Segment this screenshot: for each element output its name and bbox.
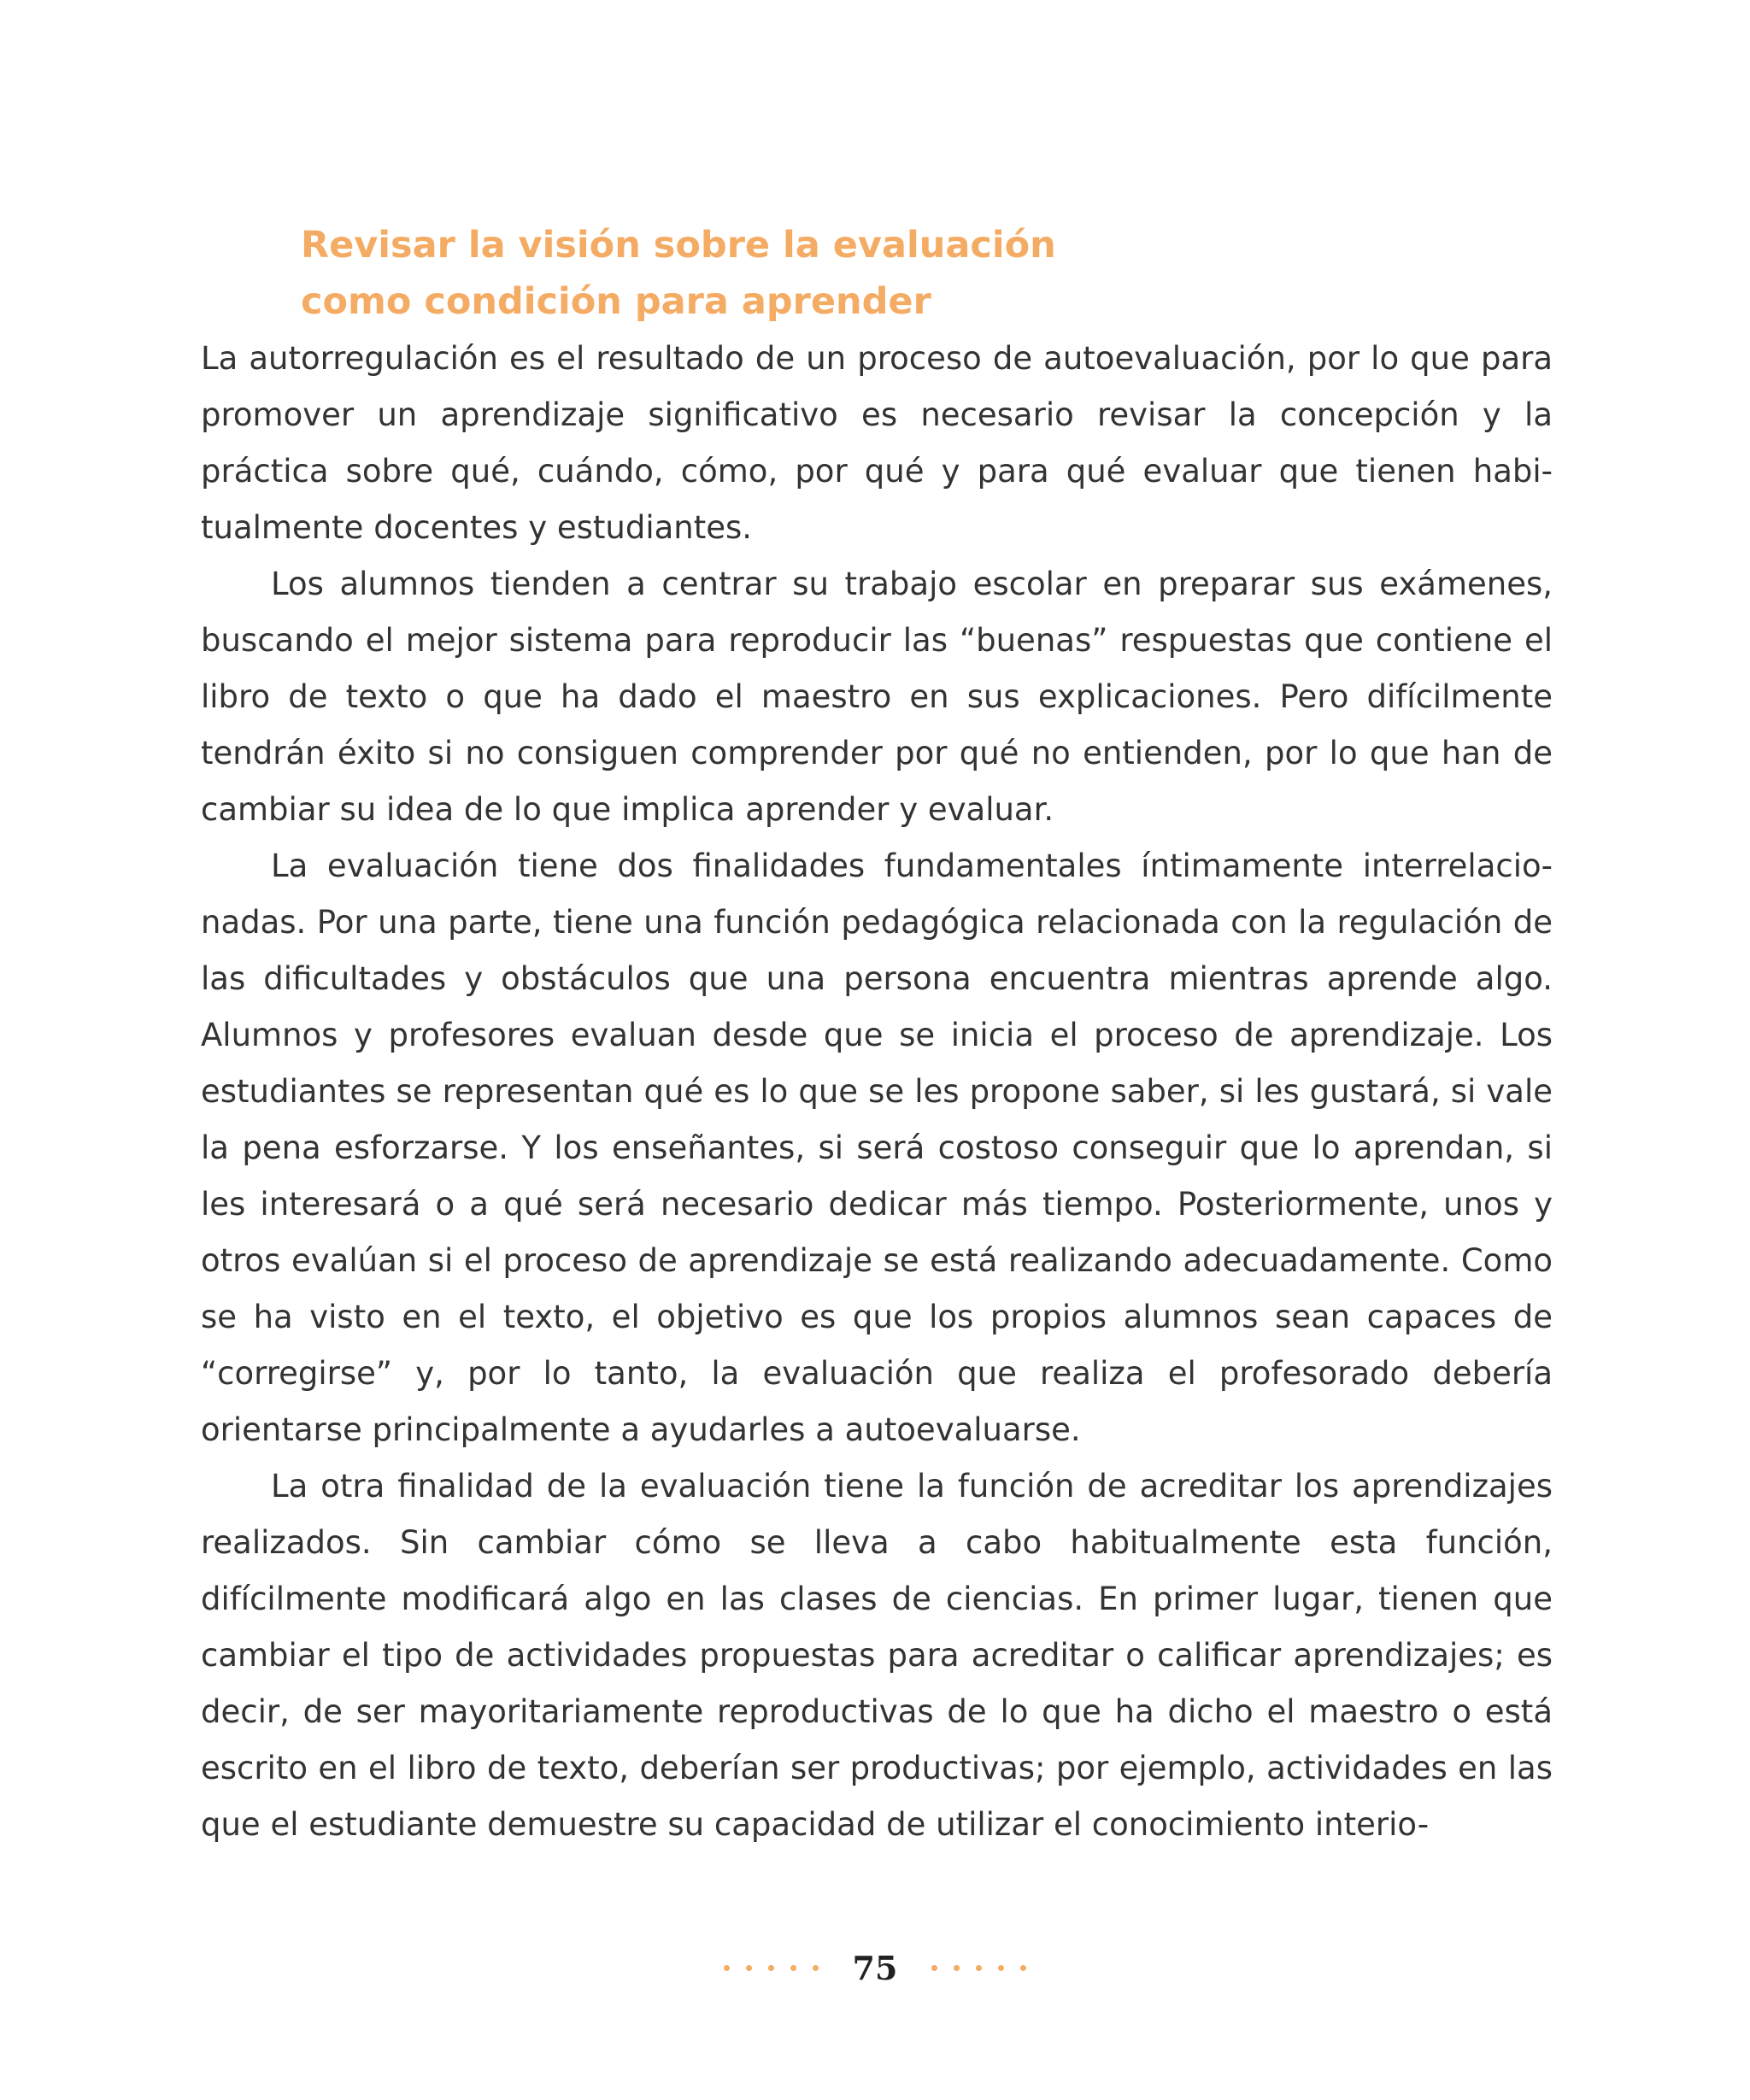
paragraph-4: La otra finalidad de la evaluación tiene la función de acreditar los aprendizajes realizados. Sin cambiar cómo se lleva a cabo habitualmente esta función, difícilmente modificará algo en las clases de ciencias. En primer lugar, tienen que cambiar el tipo de actividades propuestas para acreditar o calificar aprendizajes; es decir, de ser mayoritariamente reproductivas de lo que ha dicho el maestro o está escrito en el libro de texto, deberían ser productivas; por ejemplo, actividades en las que el estudiante demuestre su capacidad de utilizar el conocimiento interio- [201, 1468, 1553, 1843]
section-heading [301, 217, 1583, 330]
decorative-dot [746, 1965, 752, 1971]
paragraph-2: Los alumnos tienden a centrar su trabajo escolar en preparar sus exámenes, buscando el mejor sistema para reproducir las “buenas” respuestas que contiene el libro de texto o que ha dado el maestro en sus explicaciones. Pero difícilmente tendrán éxito si no consiguen comprender por qué no entienden, por lo que han de cambiar su idea de lo que implica aprender y evaluar. [201, 566, 1553, 828]
decorative-dot [724, 1965, 730, 1971]
decorative-dot [1020, 1965, 1026, 1971]
paragraph-3: La evaluación tiene dos finalidades fundamentales íntimamente interrelacionadas. Por una parte, tiene una función pedagógica relacionada con la regulación de las dificultades y obstáculos que una persona encuentra mientras aprende algo. Alumnos y profesores evaluan desde que se inicia el proceso de aprendizaje. Los estudiantes se representan qué es lo que se les propone saber, si les gustará, si vale la pena esforzarse. Y los enseñantes, si será costoso conseguir que lo aprendan, si les interesará o a qué será necesario dedicar más tiempo. Posteriormente, unos y otros evalúan si el proceso de aprendizaje se está realizando adecuadamente. Como se ha visto en el texto, el objetivo es que los propios alumnos sean capaces de “corregirse” y, por lo tanto, la evaluación que realiza el profesorado debería orientarse principalmente a ayudarles a autoevaluarse. [201, 848, 1553, 1448]
footer-dots-right [931, 1965, 1026, 1971]
decorative-dot [790, 1965, 796, 1971]
decorative-dot [976, 1965, 982, 1971]
page-footer [0, 1938, 1750, 1997]
section-heading-line-1: Revisar la visión sobre la evaluación [301, 224, 1056, 267]
decorative-dot [813, 1965, 819, 1971]
decorative-dot [931, 1965, 937, 1971]
paragraph-1: La autorregulación es el resultado de un proceso de autoevaluación, por lo que para promover un aprendizaje significativo es necesario revisar la concepción y la práctica sobre qué, cuándo, cómo, por qué y para qué evaluar que tienen habitualmente docentes y estudiantes. [201, 340, 1553, 546]
section-heading-line-2: como condición para aprender [301, 280, 931, 323]
decorative-dot [998, 1965, 1004, 1971]
decorative-dot [954, 1965, 960, 1971]
decorative-dot [768, 1965, 774, 1971]
footer-dots-left [724, 1965, 819, 1971]
body-text [201, 331, 1553, 1853]
page-number: 75 [852, 1948, 898, 1987]
